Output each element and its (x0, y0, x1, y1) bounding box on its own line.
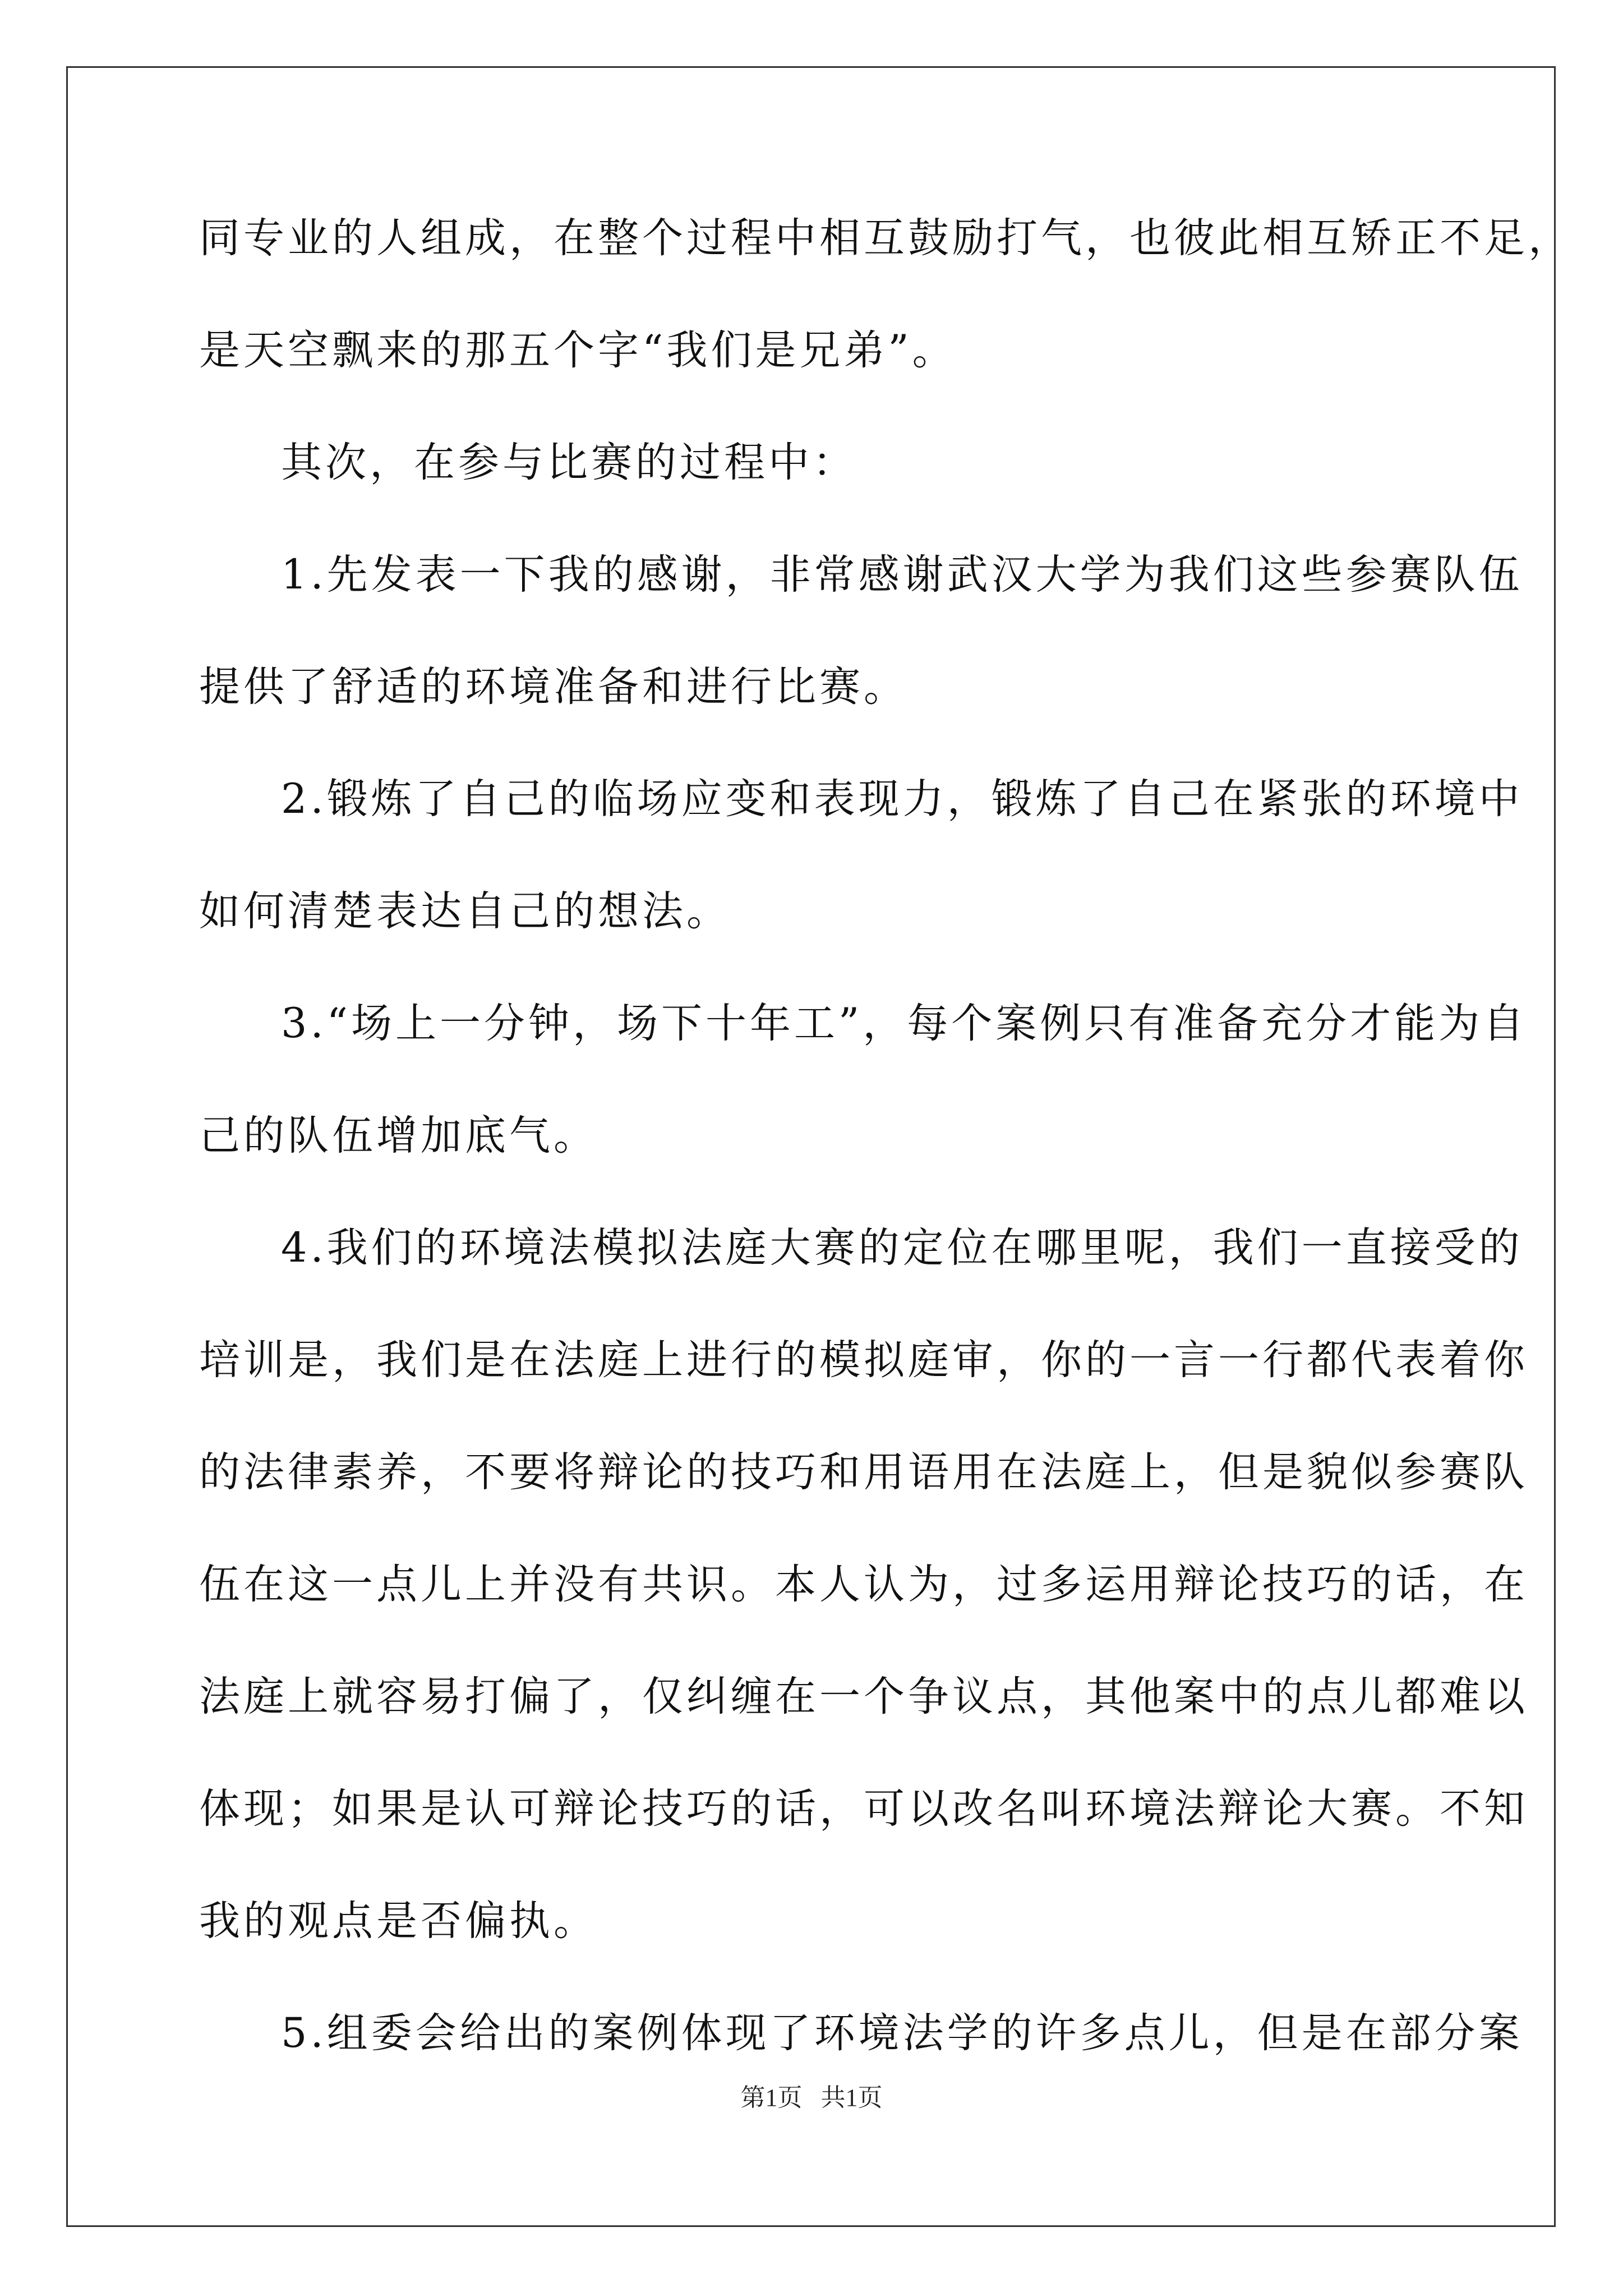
page-number-footer: 第1页 共1页 (740, 2084, 883, 2111)
text-line: 如何清楚表达自己的想法。 (199, 887, 731, 935)
text-line: 4.我们的环境法模拟法庭大赛的定位在哪里呢，我们一直接受的 (281, 1224, 1523, 1272)
text-line: 培训是，我们是在法庭上进行的模拟庭审，你的一言一行都代表着你 (199, 1336, 1528, 1384)
text-line: 提供了舒适的环境准备和进行比赛。 (199, 663, 908, 711)
text-line: 1.先发表一下我的感谢，非常感谢武汉大学为我们这些参赛队伍 (281, 551, 1523, 599)
text-line: 是天空飘来的那五个字“我们是兄弟”。 (199, 326, 957, 374)
text-line: 伍在这一点儿上并没有共识。本人认为，过多运用辩论技巧的话，在 (199, 1561, 1528, 1608)
text-line: 的法律素养，不要将辩论的技巧和用语用在法庭上，但是貌似参赛队 (199, 1448, 1528, 1496)
text-line: 2.锻炼了自己的临场应变和表现力，锻炼了自己在紧张的环境中 (281, 775, 1523, 823)
text-line: 我的观点是否偏执。 (199, 1897, 598, 1945)
text-line: 5.组委会给出的案例体现了环境法学的许多点儿，但是在部分案 (281, 2009, 1523, 2057)
text-line: 己的队伍增加底气。 (199, 1112, 598, 1159)
text-line: 其次，在参与比赛的过程中： (281, 439, 857, 486)
text-line: 法庭上就容易打偏了，仅纠缠在一个争议点，其他案中的点儿都难以 (199, 1673, 1528, 1720)
text-line: 同专业的人组成，在整个过程中相互鼓励打气，也彼此相互矫正不足， (199, 214, 1573, 262)
text-line: 体现；如果是认可辩论技巧的话，可以改名叫环境法辩论大赛。不知 (199, 1785, 1528, 1833)
text-line: 3.“场上一分钟，场下十年工”，每个案例只有准备充分才能为自 (281, 1000, 1528, 1047)
